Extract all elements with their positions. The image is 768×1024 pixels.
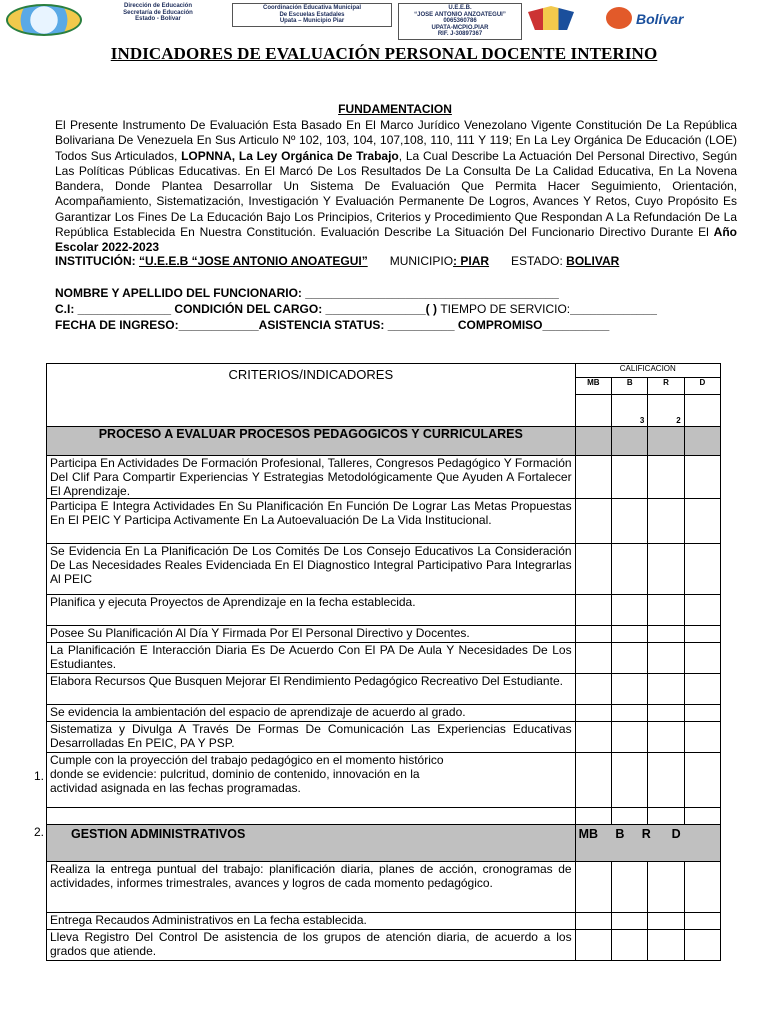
bolivar-logo (600, 3, 710, 33)
criterios-header: CRITERIOS/INDICADORES (47, 364, 576, 427)
table-row (47, 456, 721, 499)
criterio-text: Realiza la entrega puntual del trabajo: planificación diaria, planes de acción, cronogramas de actividades, informes trimestrales, avances y logros de cada momento pedagógico. (47, 862, 576, 913)
grade-cell[interactable] (575, 808, 611, 825)
header-line: Secretaría de Educación (123, 9, 193, 16)
grade-cell[interactable] (612, 722, 648, 753)
criterio-text: Se evidencia la ambientación del espacio de aprendizaje de acuerdo al grado. (47, 705, 576, 722)
grade-cell[interactable] (575, 705, 611, 722)
grade-cell[interactable] (648, 456, 684, 499)
table-row (47, 595, 721, 626)
grade-cell[interactable] (648, 595, 684, 626)
grade-cell[interactable] (575, 913, 611, 930)
table-header-row (47, 364, 721, 378)
criterio-text: Se Evidencia En La Planificación De Los Comités De Los Consejo Educativos La Consideración De Las Necesidades Reales Evidenciada En El Diagnostico Integral Participativo Para Integrarlas Al PEIC (47, 544, 576, 595)
header-line: Estado - Bolívar (135, 16, 181, 22)
col-r-num (648, 394, 684, 426)
grade-cell[interactable] (612, 595, 648, 626)
grade-cell[interactable] (684, 930, 720, 961)
grade-cell[interactable] (684, 913, 720, 930)
fundamentacion-text (55, 118, 737, 256)
criterio-text: Sistematiza y Divulga A Través De Formas De Comunicación Las Experiencias Educativas Desarrolladas En PEIC, PA Y PSP. (47, 722, 576, 753)
col-b: B (612, 378, 648, 395)
header-line: Coordinación Educativa Municipal (262, 5, 361, 11)
table-row (47, 913, 721, 930)
grade-cell[interactable] (575, 595, 611, 626)
grade-cell (575, 427, 611, 456)
grade-cell (648, 427, 684, 456)
col-mb-num (575, 394, 611, 426)
grade-cell[interactable] (612, 753, 648, 808)
header-line: Dirección de Educación (123, 3, 193, 9)
table-row (47, 808, 721, 825)
criterio-text: Planifica y ejecuta Proyectos de Aprendizaje en la fecha establecida. (47, 595, 576, 626)
grade-cell[interactable] (575, 722, 611, 753)
fecha-asistencia-line[interactable]: FECHA DE INGRESO:____________ASISTENCIA STATUS: __________ COMPROMISO__________ (55, 318, 610, 332)
grade-cell[interactable] (648, 674, 684, 705)
grade-cell[interactable] (612, 930, 648, 961)
fund-text-part: , La Cual Describe La Actuación Del Personal Directivo, Según Las Políticas Públicas Educativas. En El Marcó De Los Resultados De La Consulta De La Calidad Educativa, En La Novena Bandera, Donde Plantea Desarrollar Un Sistema De Evaluación Que Permita Hacer Seguimiento, Orientación, Acompañamiento, Sistematización, Investigación Y Evaluación Permanente De Logros, Avances Y Retos, Cuyo Propósito Es Garantizar Los Fines De La Educación Bajo Los Principios, Criterios y Procedimiento Que Respondan A La Refundación De La República Establecida En Nuestra Constitución. Evaluación Describe La Situación Del Funcionario Directivo Durante El (55, 148, 737, 240)
grade-cell[interactable] (684, 499, 720, 544)
grade-cell[interactable] (648, 862, 684, 913)
grade-cell[interactable] (575, 626, 611, 643)
header-direccion (92, 3, 224, 23)
grade-cell[interactable] (648, 753, 684, 808)
col-d-num (684, 394, 720, 426)
col-d: D (684, 378, 720, 395)
grade-cell[interactable] (575, 753, 611, 808)
nombre-field[interactable]: NOMBRE Y APELLIDO DEL FUNCIONARIO: ______________________________________ (55, 286, 559, 300)
section-gestion-row (47, 825, 721, 862)
institucion-value: “U.E.E.B “JOSE ANTONIO ANOATEGUI” (139, 254, 368, 268)
grade-cell[interactable] (648, 643, 684, 674)
grade-cell[interactable] (575, 643, 611, 674)
ci-condicion-line[interactable] (55, 302, 657, 316)
grade-cell[interactable] (684, 753, 720, 808)
grade-cell[interactable] (684, 643, 720, 674)
section-gestion-title: GESTION ADMINISTRATIVOS (47, 825, 576, 862)
header-line: Upata – Municipio Piar (279, 18, 345, 24)
grade-cell[interactable] (575, 544, 611, 595)
criterio-text: Entrega Recaudos Administrativos en La fecha establecida. (47, 913, 576, 930)
grade-cell[interactable] (684, 862, 720, 913)
grade-cell (612, 427, 648, 456)
criterio-text: Participa E Integra Actividades En Su Planificación En Función De Lograr Las Metas Propuestas En El PEIC Y Participa Activamente En La Autoevaluación De La Vida Institucional. (47, 499, 576, 544)
grade-cell[interactable] (575, 499, 611, 544)
grade-cell[interactable] (612, 456, 648, 499)
estado-value: BOLIVAR (566, 254, 620, 268)
grade-cell[interactable] (648, 626, 684, 643)
header-line: RIF. J-30897367 (437, 31, 483, 37)
fund-text-part: El Presente Instrumento De Evaluación Esta Basado En El Marco Jurídico Venezolano Vigente Constitución De La República Bolivariana De Venezuela En Sus Articulo Nº 102, 103, 104, 107,108, 110, 111 Y 119; En La Ley Orgánica De Educación (LOE) Todos Sus Articulados, (55, 118, 737, 163)
state-emblem-icon (6, 4, 82, 36)
list-marker-1: 1. (34, 769, 45, 783)
grade-cell[interactable] (612, 913, 648, 930)
grade-cell[interactable] (612, 499, 648, 544)
criterio-text: Cumple con la proyección del trabajo pedagógico en el momento histórico donde se evidencie: pulcritud, dominio de contenido, innovación en la actividad asignada en las fechas programadas. (47, 753, 576, 808)
grade-cell[interactable] (612, 544, 648, 595)
fund-text-bold: Año Escolar 2022-2023 (55, 225, 737, 255)
header-line: UPATA-MCPIO.PIAR (431, 24, 489, 31)
header-line: 0065360786 (443, 18, 477, 24)
grade-cell[interactable] (612, 808, 648, 825)
criterio-text: Lleva Registro Del Control De asistencia de los grupos de atención diaria, de acuerdo a los grados que atiende. (47, 930, 576, 961)
estado-label: ESTADO: (511, 254, 567, 268)
grade-cell[interactable] (684, 544, 720, 595)
criterio-text: Participa En Actividades De Formación Profesional, Talleres, Congresos Pedagógico Y Formación Del Clif Para Compartir Experiencias Y Estrategias Metodológicamente Que Ayuden A Fortalecer El Aprendizaje. (47, 456, 576, 499)
grade-cell[interactable] (684, 674, 720, 705)
grade-cell[interactable] (612, 862, 648, 913)
table-row (47, 705, 721, 722)
criterio-text: Posee Su Planificación Al Día Y Firmada Por El Personal Directivo y Docentes. (47, 626, 576, 643)
header-logos (0, 0, 768, 38)
col-b-num (612, 394, 648, 426)
fund-text-bold: LOPNNA, La Ley Orgánica De Trabajo (181, 148, 399, 163)
table-row (47, 643, 721, 674)
grade-cell[interactable] (648, 705, 684, 722)
grade-cell[interactable] (648, 722, 684, 753)
table-row (47, 544, 721, 595)
table-row (47, 753, 721, 808)
grade-cell[interactable] (648, 499, 684, 544)
ci-condicion-field[interactable]: C.I: ______________ CONDICIÓN DEL CARGO: _______________( ) (55, 302, 441, 316)
evaluation-table (46, 363, 721, 961)
table-row (47, 722, 721, 753)
criterio-text (47, 808, 576, 825)
institucion-line (55, 254, 619, 268)
grade-cell[interactable] (575, 930, 611, 961)
grade-cell[interactable] (575, 456, 611, 499)
col-mb: MB (575, 378, 611, 395)
institucion-label: INSTITUCIÓN: (55, 254, 139, 268)
grade-cell[interactable] (684, 456, 720, 499)
grade-cell[interactable] (684, 705, 720, 722)
document-title: INDICADORES DE EVALUACIÓN PERSONAL DOCENTE INTERINO (110, 44, 658, 63)
grade-cell[interactable] (648, 913, 684, 930)
grade-cell[interactable] (684, 808, 720, 825)
grade-cell[interactable] (648, 544, 684, 595)
calificacion-header: CALIFICACION (575, 364, 720, 378)
table-row (47, 499, 721, 544)
grade-cell[interactable] (612, 643, 648, 674)
tiempo-servicio-field[interactable]: _____________ (570, 302, 657, 316)
grade-cell[interactable] (575, 674, 611, 705)
col-num: 3 (639, 416, 645, 425)
grade-cell (684, 427, 720, 456)
col-r: R (648, 378, 684, 395)
list-marker-2: 2. (34, 825, 45, 839)
fundamentacion-heading: FUNDAMENTACION (338, 102, 452, 116)
grade-cell[interactable] (612, 626, 648, 643)
bolivar-logo-icon (606, 7, 632, 29)
section-gestion-grades: MB B R D (575, 825, 720, 862)
header-line: “JOSE ANTONIO ANZOATEGUI” (414, 11, 506, 18)
section-pedagogicos-title: PROCESO A EVALUAR PROCESOS PEDAGOGICOS Y CURRICULARES (47, 427, 576, 456)
grade-cell[interactable] (684, 626, 720, 643)
table-row (47, 862, 721, 913)
grade-cell[interactable] (684, 722, 720, 753)
grade-cell[interactable] (575, 862, 611, 913)
table-row (47, 930, 721, 961)
school-shield-icon (528, 6, 574, 30)
criterio-text: La Planificación E Interacción Diaria Es De Acuerdo Con El PA De Aula Y Necesidades De Los Estudiantes. (47, 643, 576, 674)
table-row (47, 626, 721, 643)
section-pedagogicos-row (47, 427, 721, 456)
header-line: De Escuelas Estadales (279, 11, 345, 18)
table-row (47, 674, 721, 705)
municipio-value: : PIAR (453, 254, 490, 268)
grade-cell[interactable] (648, 930, 684, 961)
tiempo-servicio-label: TIEMPO DE SERVICIO: (440, 302, 571, 316)
header-line: U.E.E.B. (448, 5, 472, 11)
grade-cell[interactable] (684, 595, 720, 626)
criterio-text: Elabora Recursos Que Busquen Mejorar El Rendimiento Pedagógico Recreativo Del Estudiante. (47, 674, 576, 705)
header-coordinacion (232, 3, 392, 27)
grade-cell[interactable] (612, 705, 648, 722)
municipio-label: MUNICIPIO (389, 254, 454, 268)
header-school (398, 3, 522, 40)
grade-cell[interactable] (648, 808, 684, 825)
bolivar-logo-word: Bolívar (636, 11, 684, 27)
grade-cell[interactable] (612, 674, 648, 705)
col-num: 2 (676, 416, 681, 425)
